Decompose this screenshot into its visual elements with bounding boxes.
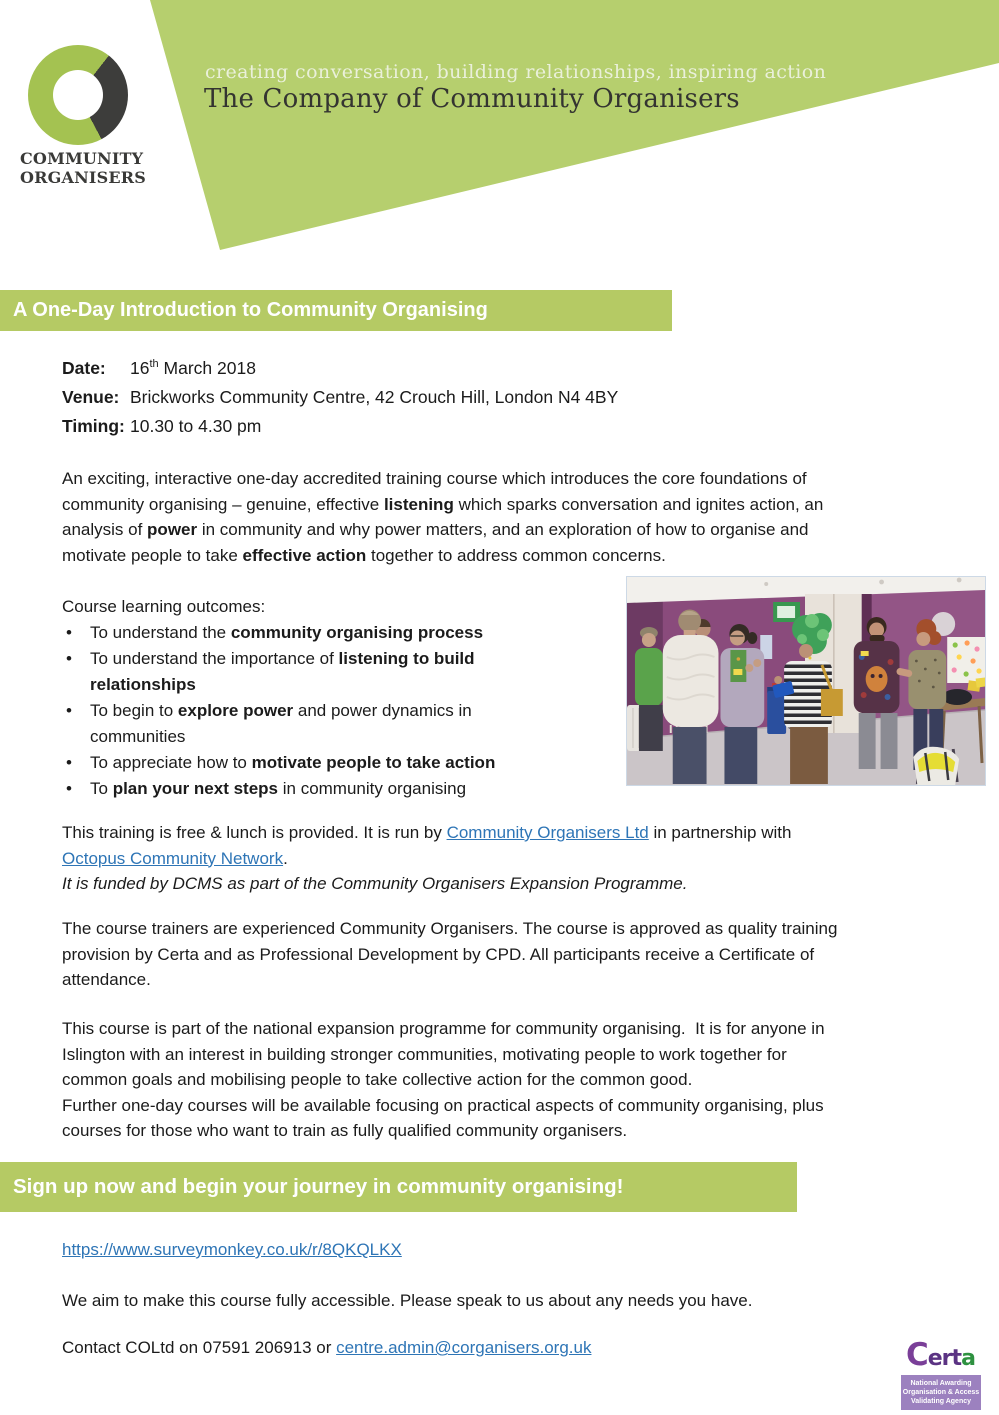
community-organisers-logo-icon [28, 45, 128, 145]
learning-outcomes [62, 594, 628, 802]
community-organisers-ltd-link[interactable]: Community Organisers Ltd [446, 823, 649, 842]
survey-link-line [62, 1237, 402, 1263]
certa-logo [901, 1337, 985, 1410]
logo-wordmark [20, 149, 146, 187]
outcome-item: • To plan your next steps in community organising [62, 776, 628, 802]
intro-banner: A One-Day Introduction to Community Organising [0, 290, 672, 331]
header-green-shape [0, 0, 999, 260]
venue-label: Venue: [62, 387, 120, 407]
company-name: The Company of Community Organisers [204, 84, 740, 114]
email-link[interactable]: centre.admin@corganisers.org.uk [336, 1338, 592, 1357]
workshop-photo [626, 576, 986, 786]
outcomes-heading: Course learning outcomes: [62, 597, 266, 616]
date-label: Date: [62, 358, 106, 378]
certa-letter-a: a [961, 1346, 975, 1371]
outcome-item: • To begin to explore power and power dynamics in communities [62, 698, 628, 750]
logo-line-1: COMMUNITY [20, 149, 144, 168]
expansion-paragraph: This course is part of the national expansion programme for community organising. It is for anyone in Islington with an interest in building stronger communities, motivating people to work together for common goals and mobilising people to take collective action for the common good. Further one-day courses will be available focusing on practical aspects of community organising, plus courses for those who want to train as fully qualified community organisers. [62, 1019, 825, 1140]
timing-row [62, 412, 618, 441]
date-row [62, 354, 618, 383]
venue-value: Brickworks Community Centre, 42 Crouch Hill, London N4 4BY [130, 387, 619, 407]
surveymonkey-link[interactable]: https://www.surveymonkey.co.uk/r/8QKQLKX [62, 1240, 402, 1259]
certa-letter-c: C [906, 1337, 928, 1373]
outcome-item: • To understand the community organising process [62, 620, 628, 646]
intro-paragraph: An exciting, interactive one-day accredited training course which introduces the core foundations of community organising – genuine, effective listening which sparks conversation and ignites action, an analysis of power in community and why power matters, and an exploration of how to organise and motivate people to take effective action together to address common concerns. [62, 469, 824, 565]
certa-letters-ert: ert [927, 1346, 962, 1371]
date-value: 16th March 2018 [130, 358, 256, 378]
signup-banner: Sign up now and begin your journey in community organising! [0, 1162, 797, 1212]
outcome-item: • To appreciate how to motivate people to take action [62, 750, 628, 776]
timing-value: 10.30 to 4.30 pm [130, 416, 262, 436]
octopus-community-network-link[interactable]: Octopus Community Network [62, 848, 284, 868]
certa-wordmark [901, 1337, 985, 1374]
venue-row [62, 383, 618, 412]
logo-line-2: ORGANISERS [20, 168, 147, 187]
event-details [62, 354, 618, 441]
certa-strapline-box [901, 1375, 981, 1410]
header-tagline: creating conversation, building relationships, inspiring action [205, 61, 827, 83]
contact-line: Contact COLtd on 07591 206913 or centre.admin@corganisers.org.uk [62, 1338, 592, 1357]
trainers-paragraph: The course trainers are experienced Community Organisers. The course is approved as quality training provision by Certa and as Professional Development by CPD. All participants receive a Certificate of attendance. [62, 919, 838, 989]
outcomes-list [62, 620, 628, 802]
certa-strapline-1: National Awarding [910, 1380, 972, 1387]
certa-strapline-2: Organisation & Access [902, 1389, 980, 1396]
training-info-paragraph: This training is free & lunch is provided. It is run by Community Organisers Ltd in partnership with Octopus Community Network. It is funded by DCMS as part of the Community Organisers Expansion Programme. [62, 823, 792, 893]
accessibility-note: We aim to make this course fully accessible. Please speak to us about any needs you have. [62, 1291, 753, 1310]
outcome-item: • To understand the importance of listening to build relationships [62, 646, 628, 698]
workshop-photo-graphic [627, 577, 985, 785]
timing-label: Timing: [62, 416, 125, 436]
certa-strapline-3: Validating Agency [910, 1398, 972, 1405]
